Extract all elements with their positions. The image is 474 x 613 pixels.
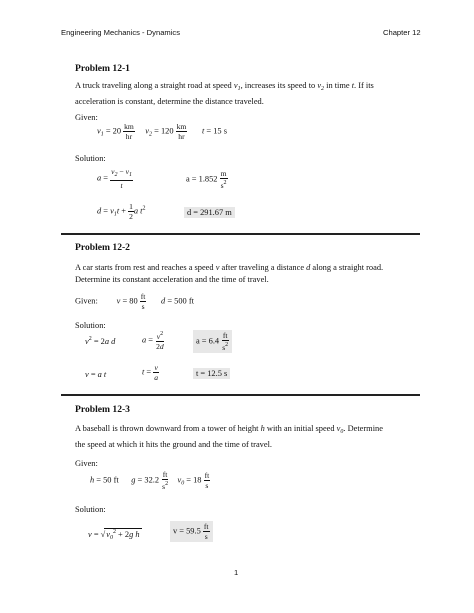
problem-1-given-label: Given: [75,113,98,122]
page-number: 1 [234,568,239,577]
problem-3-equation-v: $v = √v_0^2 + 2g$ h [88,529,140,541]
problem-3-statement: A baseball is thrown downward from a tower of height h with an initial speed $v_0$. Determine the speed at which it hits the ground and the time of travel. [75,424,383,449]
problem-2-statement: A car starts from rest and reaches a speed v after traveling a distance d along a straight road. Determine its constant acceleration and the time of travel. [75,263,384,284]
problem-3-result-v: v = 59.5 $\frac{ft}{s}$ [170,521,213,542]
section-divider [61,233,420,235]
problem-2-equation-4: t = $\frac{v}{a}$ [142,363,159,382]
problem-1-given-values: $v_1 = 20$ $\frac{km}{hr}$ $v_2 = 120$ $\frac{km}{hr}$ t = 15 s [97,122,227,141]
header-chapter: Chapter 12 [383,28,421,37]
problem-2-equation-1: $v^2 = 2a$ d [85,336,116,346]
problem-1-equation-a: a = $\frac{v_2 - v_1}{t}$ [97,167,132,190]
section-divider [61,394,420,396]
problem-2-result-a: a = 6.4 $\frac{ft}{s^2}$ [193,330,232,353]
problem-1-solution-label: Solution: [75,154,106,163]
problem-3-title: Problem 12-3 [75,404,130,415]
problem-1-statement: A truck traveling along a straight road at speed $v_1$, increases its speed to $v_2$ in time t. If its acceleration is constant, determine the distance traveled. [75,81,374,106]
problem-2-given: Given: v = 80 $\frac{ft}{s}$ d = 500 ft [75,292,194,311]
problem-3-given-values: h = 50 ft g = 32.2 $\frac{ft}{s^2}$ $v_0 = 18$ $\frac{ft}{s}$ [90,470,210,491]
problem-2-equation-3: v = a t [85,370,107,379]
problem-1-title: Problem 12-1 [75,63,130,74]
problem-3-given-label: Given: [75,459,98,468]
problem-2-equation-2: a = $\frac{v^2}{2d}$ [142,331,164,351]
problem-2-title: Problem 12-2 [75,242,130,253]
problem-2-result-t: t = 12.5 s [193,368,230,379]
header-title: Engineering Mechanics - Dynamics [61,28,181,37]
problem-2-solution-label: Solution: [75,321,106,330]
problem-1-equation-d: $d = v_1t$ + $\frac{1}{2}$ a $t^2$ [97,202,146,221]
problem-1-result-a: a = 1.852 $\frac{m}{s^2}$ [186,169,227,190]
problem-1-result-d: d = 291.67 m [184,207,235,218]
problem-3-solution-label: Solution: [75,505,106,514]
